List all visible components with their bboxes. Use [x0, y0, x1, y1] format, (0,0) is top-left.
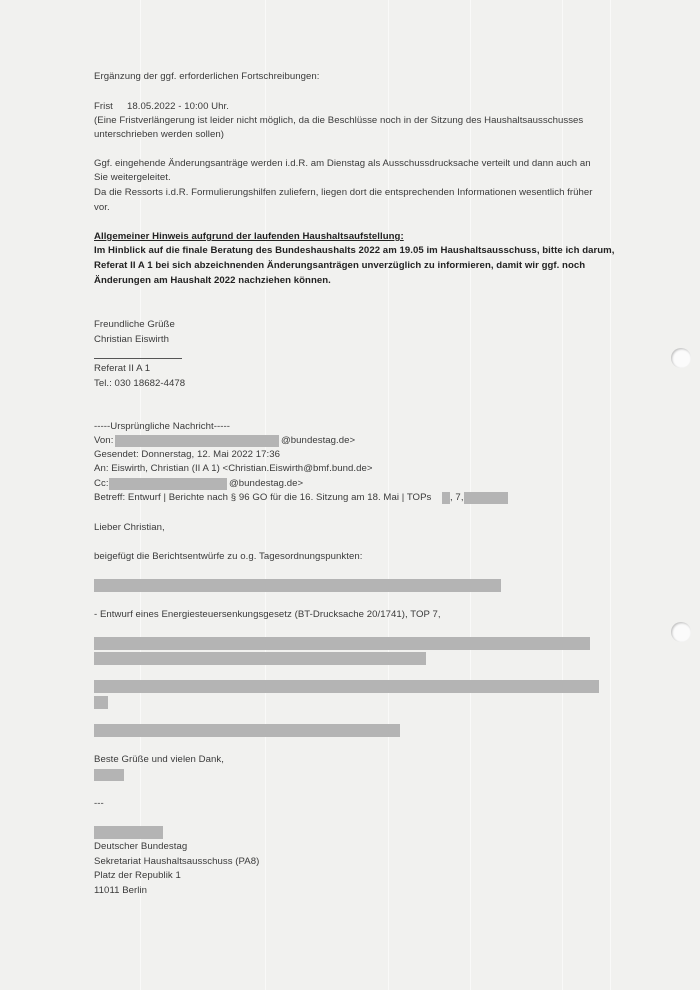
frist-note-line-2: unterschrieben werden sollen): [94, 129, 224, 140]
org-name: Deutscher Bundestag: [94, 841, 188, 852]
original-message-marker: -----Ursprüngliche Nachricht-----: [94, 421, 230, 432]
hinweis-heading: Allgemeiner Hinweis aufgrund der laufenden Haushaltsaufstellung:: [94, 231, 404, 242]
antraege-line-2: Sie weitergeleitet.: [94, 172, 171, 183]
to-line: An: Eiswirth, Christian (II A 1) <Christian.Eiswirth@bmf.bund.de>: [94, 463, 373, 474]
paragraph-fortschreibungen: Ergänzung der ggf. erforderlichen Fortschreibungen:: [94, 71, 320, 82]
frist-note-line-1: (Eine Fristverlängerung ist leider nicht möglich, da die Beschlüsse noch in der Sitzung des Haushaltsausschusses: [94, 115, 584, 126]
closing: Beste Grüße und vielen Dank,: [94, 754, 224, 765]
cc-domain: @bundestag.de>: [229, 478, 304, 489]
street-address: Platz der Republik 1: [94, 870, 181, 881]
redacted-sender: [115, 435, 279, 447]
frist-label: Frist: [94, 101, 113, 112]
hinweis-line-2: Referat II A 1 bei sich abzeichnenden Änderungsanträgen unverzüglich zu informieren, damit wir ggf. noch: [94, 260, 586, 271]
hinweis-line-1: Im Hinblick auf die finale Beratung des Bundeshaushalts 2022 am 19.05 im Haushaltsausschuss, bitte ich darum,: [94, 245, 615, 256]
frist-value: 18.05.2022 - 10:00 Uhr.: [127, 101, 229, 112]
redacted-item-2b: [94, 652, 426, 665]
antraege-line-3: Da die Ressorts i.d.R. Formulierungshilfen zuliefern, liegen dort die entsprechenden Informationen wesentlich früher: [94, 187, 593, 198]
redacted-item-2a: [94, 637, 590, 650]
subject-tail: , 7,: [450, 492, 464, 503]
cc-label: Cc:: [94, 478, 109, 489]
redacted-item-3b: [94, 696, 108, 709]
from-domain: @bundestag.de>: [281, 435, 356, 446]
city-address: 11011 Berlin: [94, 885, 148, 896]
hinweis-line-3: Änderungen am Haushalt 2022 nachziehen können.: [94, 275, 331, 286]
punch-hole-bottom: [671, 622, 691, 642]
antraege-line-1: Ggf. eingehende Änderungsanträge werden i.d.R. am Dienstag als Ausschussdrucksache verteilt und dann auch an: [94, 158, 591, 169]
signature-line: [94, 358, 182, 359]
redacted-item-3a: [94, 680, 599, 693]
punch-hole-top: [671, 348, 691, 368]
intro-line: beigefügt die Berichtsentwürfe zu o.g. Tagesordnungspunkten:: [94, 551, 363, 562]
sent-date: Gesendet: Donnerstag, 12. Mai 2022 17:36: [94, 449, 281, 460]
antraege-line-4: vor.: [94, 202, 110, 213]
redacted-item-1: [94, 579, 501, 592]
sender-name: Christian Eiswirth: [94, 334, 170, 345]
item-top-7: - Entwurf eines Energiesteuersenkungsgesetz (BT-Drucksache 20/1741), TOP 7,: [94, 609, 441, 620]
redacted-cc: [109, 478, 227, 490]
referat: Referat II A 1: [94, 363, 151, 374]
telephone: Tel.: 030 18682-4478: [94, 378, 186, 389]
separator: ---: [94, 798, 104, 809]
redacted-sender-first-name: [94, 769, 124, 781]
sekretariat: Sekretariat Haushaltsausschuss (PA8): [94, 856, 260, 867]
redacted-tops-2: [464, 492, 508, 504]
redacted-tops-1: [442, 492, 450, 504]
greeting: Freundliche Grüße: [94, 319, 175, 330]
subject-line: Betreff: Entwurf | Berichte nach § 96 GO für die 16. Sitzung am 18. Mai | TOPs: [94, 492, 432, 503]
redacted-sender-full-name: [94, 826, 163, 839]
redacted-item-4: [94, 724, 400, 737]
from-label: Von:: [94, 435, 114, 446]
salutation: Lieber Christian,: [94, 522, 165, 533]
